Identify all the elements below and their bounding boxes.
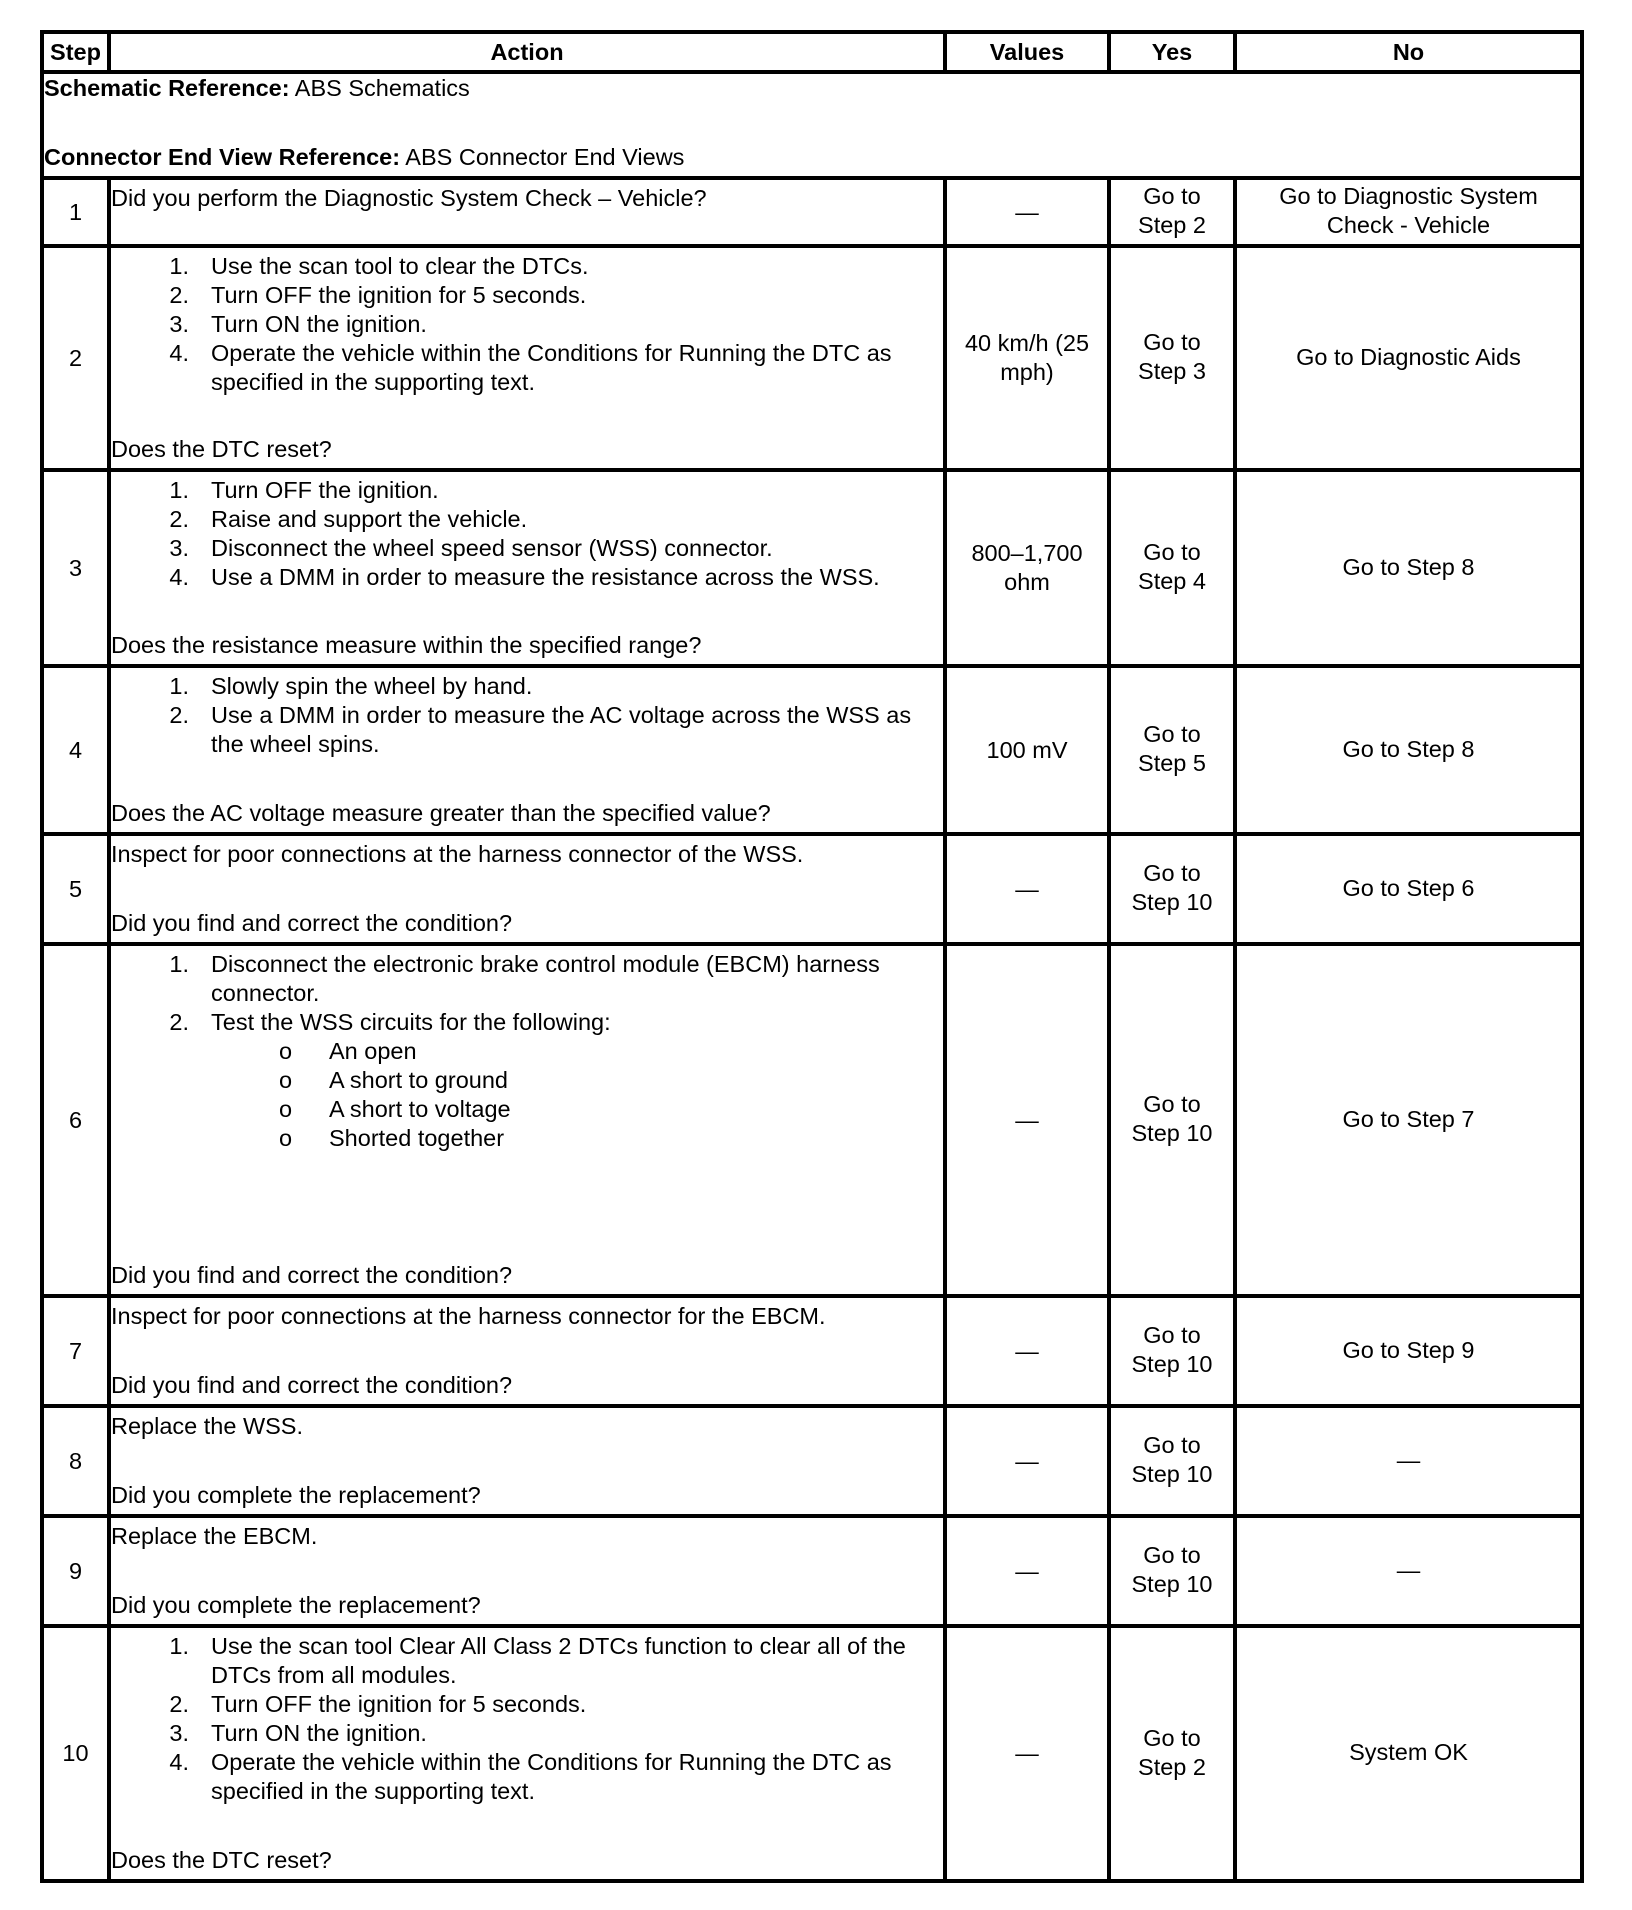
diagnostic-table	[40, 30, 1584, 1883]
action-step-list	[111, 950, 943, 1037]
table-row	[42, 1626, 1582, 1881]
yes-cell: Go to Step 10	[1109, 1516, 1235, 1626]
action-question: Does the DTC reset?	[111, 436, 332, 462]
list-item	[169, 1719, 943, 1748]
table-row	[42, 666, 1582, 834]
reference-row	[42, 72, 1582, 178]
list-item-number: 1.	[169, 253, 189, 279]
values-cell: —	[945, 1516, 1109, 1626]
bullet-icon: o	[279, 1067, 293, 1093]
step-number: 3	[42, 470, 109, 666]
action-question: Does the AC voltage measure greater than the specified value?	[111, 800, 771, 826]
action-cell	[109, 1626, 945, 1881]
list-item-text: Turn OFF the ignition for 5 seconds.	[211, 1691, 587, 1717]
list-item	[169, 252, 943, 281]
list-item-number: 4.	[169, 1749, 189, 1775]
list-item-number: 3.	[169, 535, 189, 561]
header-action: Action	[109, 32, 945, 72]
list-item-number: 4.	[169, 564, 189, 590]
header-step: Step	[42, 32, 109, 72]
action-cell	[109, 944, 945, 1296]
action-step-list	[111, 1632, 943, 1806]
list-item	[169, 505, 943, 534]
action-instructions	[111, 672, 943, 759]
action-text: Inspect for poor connections at the harness connector of the WSS.	[111, 841, 804, 867]
list-item	[169, 339, 943, 397]
values-cell: —	[945, 1296, 1109, 1406]
table-row	[42, 1406, 1582, 1516]
action-question: Did you find and correct the condition?	[111, 910, 513, 936]
table-row	[42, 1516, 1582, 1626]
values-cell: 100 mV	[945, 666, 1109, 834]
action-question: Does the resistance measure within the specified range?	[111, 632, 702, 658]
list-item-number: 1.	[169, 477, 189, 503]
action-question: Did you complete the replacement?	[111, 1482, 481, 1508]
table-row	[42, 944, 1582, 1296]
action-instructions	[111, 1522, 943, 1551]
list-item	[169, 1632, 943, 1690]
values-cell: —	[945, 1406, 1109, 1516]
action-instructions	[111, 1412, 943, 1441]
action-cell	[109, 178, 945, 246]
yes-cell: Go to Step 4	[1109, 470, 1235, 666]
schematic-reference	[44, 74, 1580, 103]
no-cell: System OK	[1235, 1626, 1582, 1881]
list-item-text: Turn OFF the ignition.	[211, 477, 439, 503]
list-item	[169, 310, 943, 339]
action-text: Replace the EBCM.	[111, 1523, 318, 1549]
step-number: 2	[42, 246, 109, 470]
table-row	[42, 246, 1582, 470]
no-cell: Go to Step 8	[1235, 666, 1582, 834]
no-cell: Go to Step 7	[1235, 944, 1582, 1296]
sub-list-item	[279, 1037, 943, 1066]
action-text: Replace the WSS.	[111, 1413, 304, 1439]
header-yes: Yes	[1109, 32, 1235, 72]
list-item-text: Turn ON the ignition.	[211, 1720, 427, 1746]
connector-reference-label: Connector End View Reference:	[44, 144, 401, 170]
list-item	[169, 1008, 943, 1037]
sub-list-item-text: A short to voltage	[329, 1096, 511, 1122]
yes-cell: Go to Step 3	[1109, 246, 1235, 470]
sub-list-item	[279, 1066, 943, 1095]
list-item	[169, 476, 943, 505]
yes-cell: Go to Step 10	[1109, 1296, 1235, 1406]
action-step-list	[111, 672, 943, 759]
list-item	[169, 1690, 943, 1719]
list-item-text: Operate the vehicle within the Conditions for Running the DTC as specified in the supporting text.	[211, 340, 892, 395]
list-item	[169, 563, 943, 592]
list-item-number: 2.	[169, 1691, 189, 1717]
action-text: Inspect for poor connections at the harness connector for the EBCM.	[111, 1303, 826, 1329]
yes-cell: Go to Step 2	[1109, 1626, 1235, 1881]
step-number: 6	[42, 944, 109, 1296]
connector-reference-value: ABS Connector End Views	[400, 144, 685, 170]
action-cell	[109, 834, 945, 944]
no-cell: Go to Diagnostic Aids	[1235, 246, 1582, 470]
list-item	[169, 701, 943, 759]
no-cell: —	[1235, 1516, 1582, 1626]
list-item-text: Disconnect the electronic brake control module (EBCM) harness connector.	[211, 951, 880, 1006]
bullet-icon: o	[279, 1038, 293, 1064]
list-item-text: Turn OFF the ignition for 5 seconds.	[211, 282, 587, 308]
connector-reference	[44, 143, 1580, 172]
values-cell: —	[945, 178, 1109, 246]
list-item-text: Operate the vehicle within the Conditions for Running the DTC as specified in the supporting text.	[211, 1749, 892, 1804]
action-step-list	[111, 252, 943, 397]
list-item	[169, 281, 943, 310]
list-item-number: 2.	[169, 506, 189, 532]
table-row	[42, 178, 1582, 246]
values-cell: 800–1,700 ohm	[945, 470, 1109, 666]
table-row	[42, 470, 1582, 666]
header-row	[42, 32, 1582, 72]
values-cell: 40 km/h (25 mph)	[945, 246, 1109, 470]
action-instructions	[111, 840, 943, 869]
list-item-text: Slowly spin the wheel by hand.	[211, 673, 533, 699]
action-question: Does the DTC reset?	[111, 1847, 332, 1873]
action-instructions	[111, 950, 943, 1153]
action-question: Did you complete the replacement?	[111, 1592, 481, 1618]
sub-list-item	[279, 1124, 943, 1153]
step-number: 8	[42, 1406, 109, 1516]
list-item-number: 1.	[169, 1633, 189, 1659]
action-cell	[109, 1406, 945, 1516]
yes-cell: Go to Step 10	[1109, 944, 1235, 1296]
values-cell: —	[945, 834, 1109, 944]
action-instructions	[111, 1632, 943, 1806]
sub-list-item	[279, 1095, 943, 1124]
no-cell: Go to Step 8	[1235, 470, 1582, 666]
yes-cell: Go to Step 5	[1109, 666, 1235, 834]
list-item-text: Disconnect the wheel speed sensor (WSS) connector.	[211, 535, 773, 561]
table-row	[42, 834, 1582, 944]
action-cell	[109, 470, 945, 666]
step-number: 7	[42, 1296, 109, 1406]
list-item	[169, 672, 943, 701]
yes-cell: Go to Step 10	[1109, 1406, 1235, 1516]
no-cell: Go to Diagnostic System Check - Vehicle	[1235, 178, 1582, 246]
list-item-text: Test the WSS circuits for the following:	[211, 1009, 611, 1035]
schematic-reference-label: Schematic Reference:	[44, 75, 290, 101]
schematic-reference-value: ABS Schematics	[289, 75, 470, 101]
sub-list-item-text: A short to ground	[329, 1067, 508, 1093]
action-question: Did you find and correct the condition?	[111, 1372, 513, 1398]
list-item-number: 3.	[169, 1720, 189, 1746]
step-number: 5	[42, 834, 109, 944]
list-item-text: Use a DMM in order to measure the resistance across the WSS.	[211, 564, 880, 590]
list-item	[169, 950, 943, 1008]
action-instructions	[111, 252, 943, 397]
action-step-list	[111, 476, 943, 592]
no-cell: Go to Step 6	[1235, 834, 1582, 944]
action-question: Did you find and correct the condition?	[111, 1262, 513, 1288]
list-item-text: Use the scan tool Clear All Class 2 DTCs function to clear all of the DTCs from all modules.	[211, 1633, 906, 1688]
list-item-number: 2.	[169, 1009, 189, 1035]
header-values: Values	[945, 32, 1109, 72]
yes-cell: Go to Step 10	[1109, 834, 1235, 944]
step-number: 10	[42, 1626, 109, 1881]
list-item-number: 3.	[169, 311, 189, 337]
table-row	[42, 1296, 1582, 1406]
list-item-text: Turn ON the ignition.	[211, 311, 427, 337]
no-cell: Go to Step 9	[1235, 1296, 1582, 1406]
yes-cell: Go to Step 2	[1109, 178, 1235, 246]
list-item	[169, 534, 943, 563]
action-cell	[109, 1296, 945, 1406]
list-item-number: 1.	[169, 951, 189, 977]
bullet-icon: o	[279, 1125, 293, 1151]
list-item-text: Use a DMM in order to measure the AC voltage across the WSS as the wheel spins.	[211, 702, 912, 757]
list-item	[169, 1748, 943, 1806]
step-number: 9	[42, 1516, 109, 1626]
action-cell	[109, 666, 945, 834]
list-item-text: Use the scan tool to clear the DTCs.	[211, 253, 589, 279]
sub-list-item-text: Shorted together	[329, 1125, 505, 1151]
list-item-number: 2.	[169, 702, 189, 728]
values-cell: —	[945, 1626, 1109, 1881]
list-item-text: Raise and support the vehicle.	[211, 506, 528, 532]
reference-cell	[42, 72, 1582, 178]
list-item-number: 4.	[169, 340, 189, 366]
no-cell: —	[1235, 1406, 1582, 1516]
action-cell	[109, 246, 945, 470]
bullet-icon: o	[279, 1096, 293, 1122]
action-instructions	[111, 184, 943, 213]
sub-list-item-text: An open	[329, 1038, 417, 1064]
list-item-number: 1.	[169, 673, 189, 699]
values-cell: —	[945, 944, 1109, 1296]
header-no: No	[1235, 32, 1582, 72]
step-number: 1	[42, 178, 109, 246]
list-item-number: 2.	[169, 282, 189, 308]
step-number: 4	[42, 666, 109, 834]
action-text: Did you perform the Diagnostic System Check – Vehicle?	[111, 185, 707, 211]
action-cell	[109, 1516, 945, 1626]
action-instructions	[111, 476, 943, 592]
action-sub-list	[111, 1037, 943, 1153]
action-instructions	[111, 1302, 943, 1331]
